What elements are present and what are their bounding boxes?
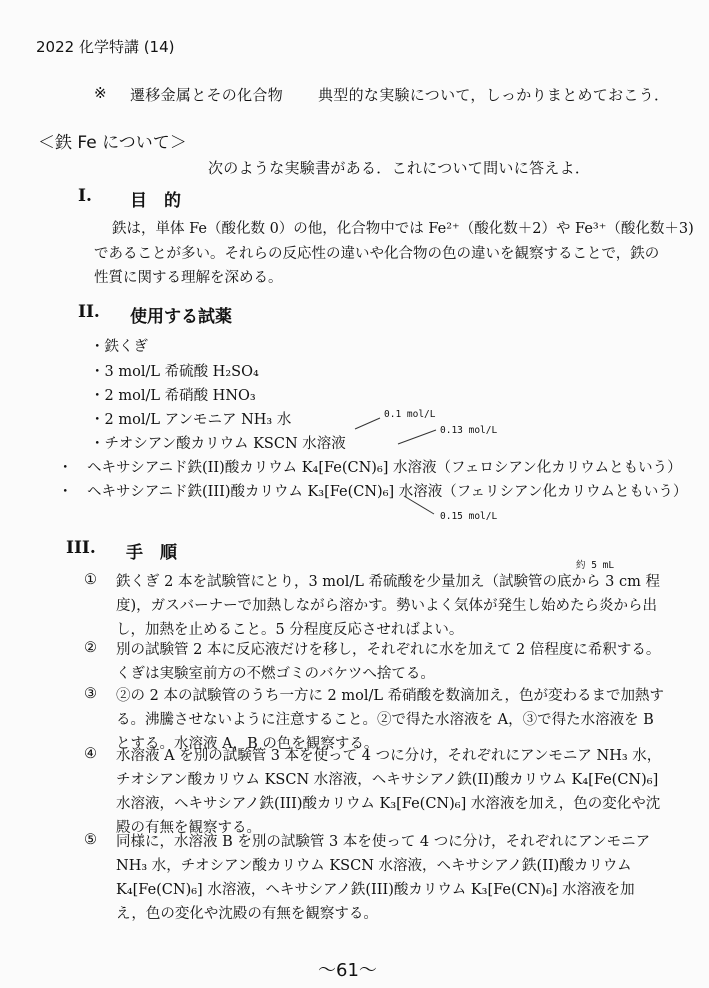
step-marker: ① [84, 572, 97, 588]
reagent-item: ・チオシアン酸カリウム KSCN 水溶液 [90, 436, 346, 452]
intro-topic: 遷移金属とその化合物 [130, 86, 284, 104]
purpose-line-3: 性質に関する理解を深める。 [94, 270, 283, 286]
handnote-concentration: 0.13 mol/L [440, 425, 498, 436]
procedure-step: 水溶液 A を別の試験管 3 本を使って 4 つに分け，それぞれにアンモニア NH₃ 水，チオシアン酸カリウム KSCN 水溶液，ヘキサシアノ鉄(II)酸カリウム K₄[Fe(CN)₆] 水溶液，ヘキサシアノ鉄(III)酸カリウム K₃[Fe(CN)₆] 水溶液を加え，色の変化や沈殿の有無を観察する。 [116, 748, 662, 836]
step-marker: ② [84, 640, 97, 656]
reagent-item: ・2 mol/L 希硝酸 HNO₃ [90, 388, 256, 404]
page-number: ～61～ [318, 960, 377, 981]
procedure-step: 同様に，水溶液 B を別の試験管 3 本を使って 4 つに分け，それぞれにアンモニア NH₃ 水，チオシアン酸カリウム KSCN 水溶液，ヘキサシアノ鉄(II)酸カリウム K₄[Fe(CN)₆] 水溶液，ヘキサシアノ鉄(III)酸カリウム K₃[Fe(CN)₆] 水溶液を加え，色の変化や沈殿の有無を観察する。 [116, 834, 651, 922]
handnote-concentration: 0.15 mol/L [440, 511, 498, 522]
procedure-step: ②の 2 本の試験管のうち一方に 2 mol/L 希硝酸を数滴加え，色が変わるまで加熱する。沸騰させないように注意すること。②で得た水溶液を A，③で得た水溶液を B とする。水溶液 A，B の色を観察する。 [116, 688, 664, 752]
reagent-item: ・ ヘキサシアニド鉄(II)酸カリウム K₄[Fe(CN)₆] 水溶液（フェロシアン化カリウムともいう） [58, 460, 682, 476]
procedure-number: III. [66, 538, 96, 558]
procedure-heading: 手 順 [126, 543, 177, 563]
intro-note: 典型的な実験について，しっかりまとめておこう． [318, 86, 670, 104]
section-title-iron: ＜鉄 Fe について＞ [38, 133, 187, 153]
purpose-line-1: 鉄は，単体 Fe（酸化数 0）の他，化合物中では Fe²⁺（酸化数＋2）や Fe³⁺（酸化数＋3) [112, 221, 694, 237]
procedure-step: 別の試験管 2 本に反応液だけを移し，それぞれに水を加えて 2 倍程度に希釈する。くぎは実験室前方の不燃ゴミのバケツへ捨てる。 [116, 642, 661, 682]
step-marker: ⑤ [84, 832, 97, 848]
handnote-concentration: 0.1 mol/L [384, 409, 436, 420]
section-lead: 次のような実験書がある．これについて問いに答えよ． [208, 159, 591, 177]
reagent-item: ・ ヘキサシアニド鉄(III)酸カリウム K₃[Fe(CN)₆] 水溶液（フェリシアン化カリウムともいう） [58, 484, 688, 500]
step-marker: ④ [84, 746, 97, 762]
reagents-number: II. [78, 302, 100, 322]
reference-mark: ※ [94, 84, 107, 102]
reagent-item: ・3 mol/L 希硫酸 H₂SO₄ [90, 364, 259, 380]
procedure-step: 鉄くぎ 2 本を試験管にとり，3 mol/L 希硫酸を少量加え（試験管の底から 3 cm 程度)，ガスバーナーで加熱しながら溶かす。勢いよく気体が発生し始めたら炎から出し，加熱を止めること。5 分程度反応させればよい。 [116, 574, 660, 638]
reagent-item: ・鉄くぎ [90, 339, 148, 355]
purpose-line-2: であることが多い。それらの反応性の違いや化合物の色の違いを観察することで，鉄の [94, 246, 660, 262]
purpose-heading: 目 的 [130, 191, 181, 211]
handnote-volume: 約 5 mL [576, 560, 615, 571]
reagent-item: ・2 mol/L アンモニア NH₃ 水 [90, 412, 292, 428]
step-marker: ③ [84, 686, 97, 702]
purpose-number: I. [78, 186, 92, 206]
course-header: 2022 化学特講 (14) [36, 38, 175, 56]
reagents-heading: 使用する試薬 [130, 307, 232, 327]
